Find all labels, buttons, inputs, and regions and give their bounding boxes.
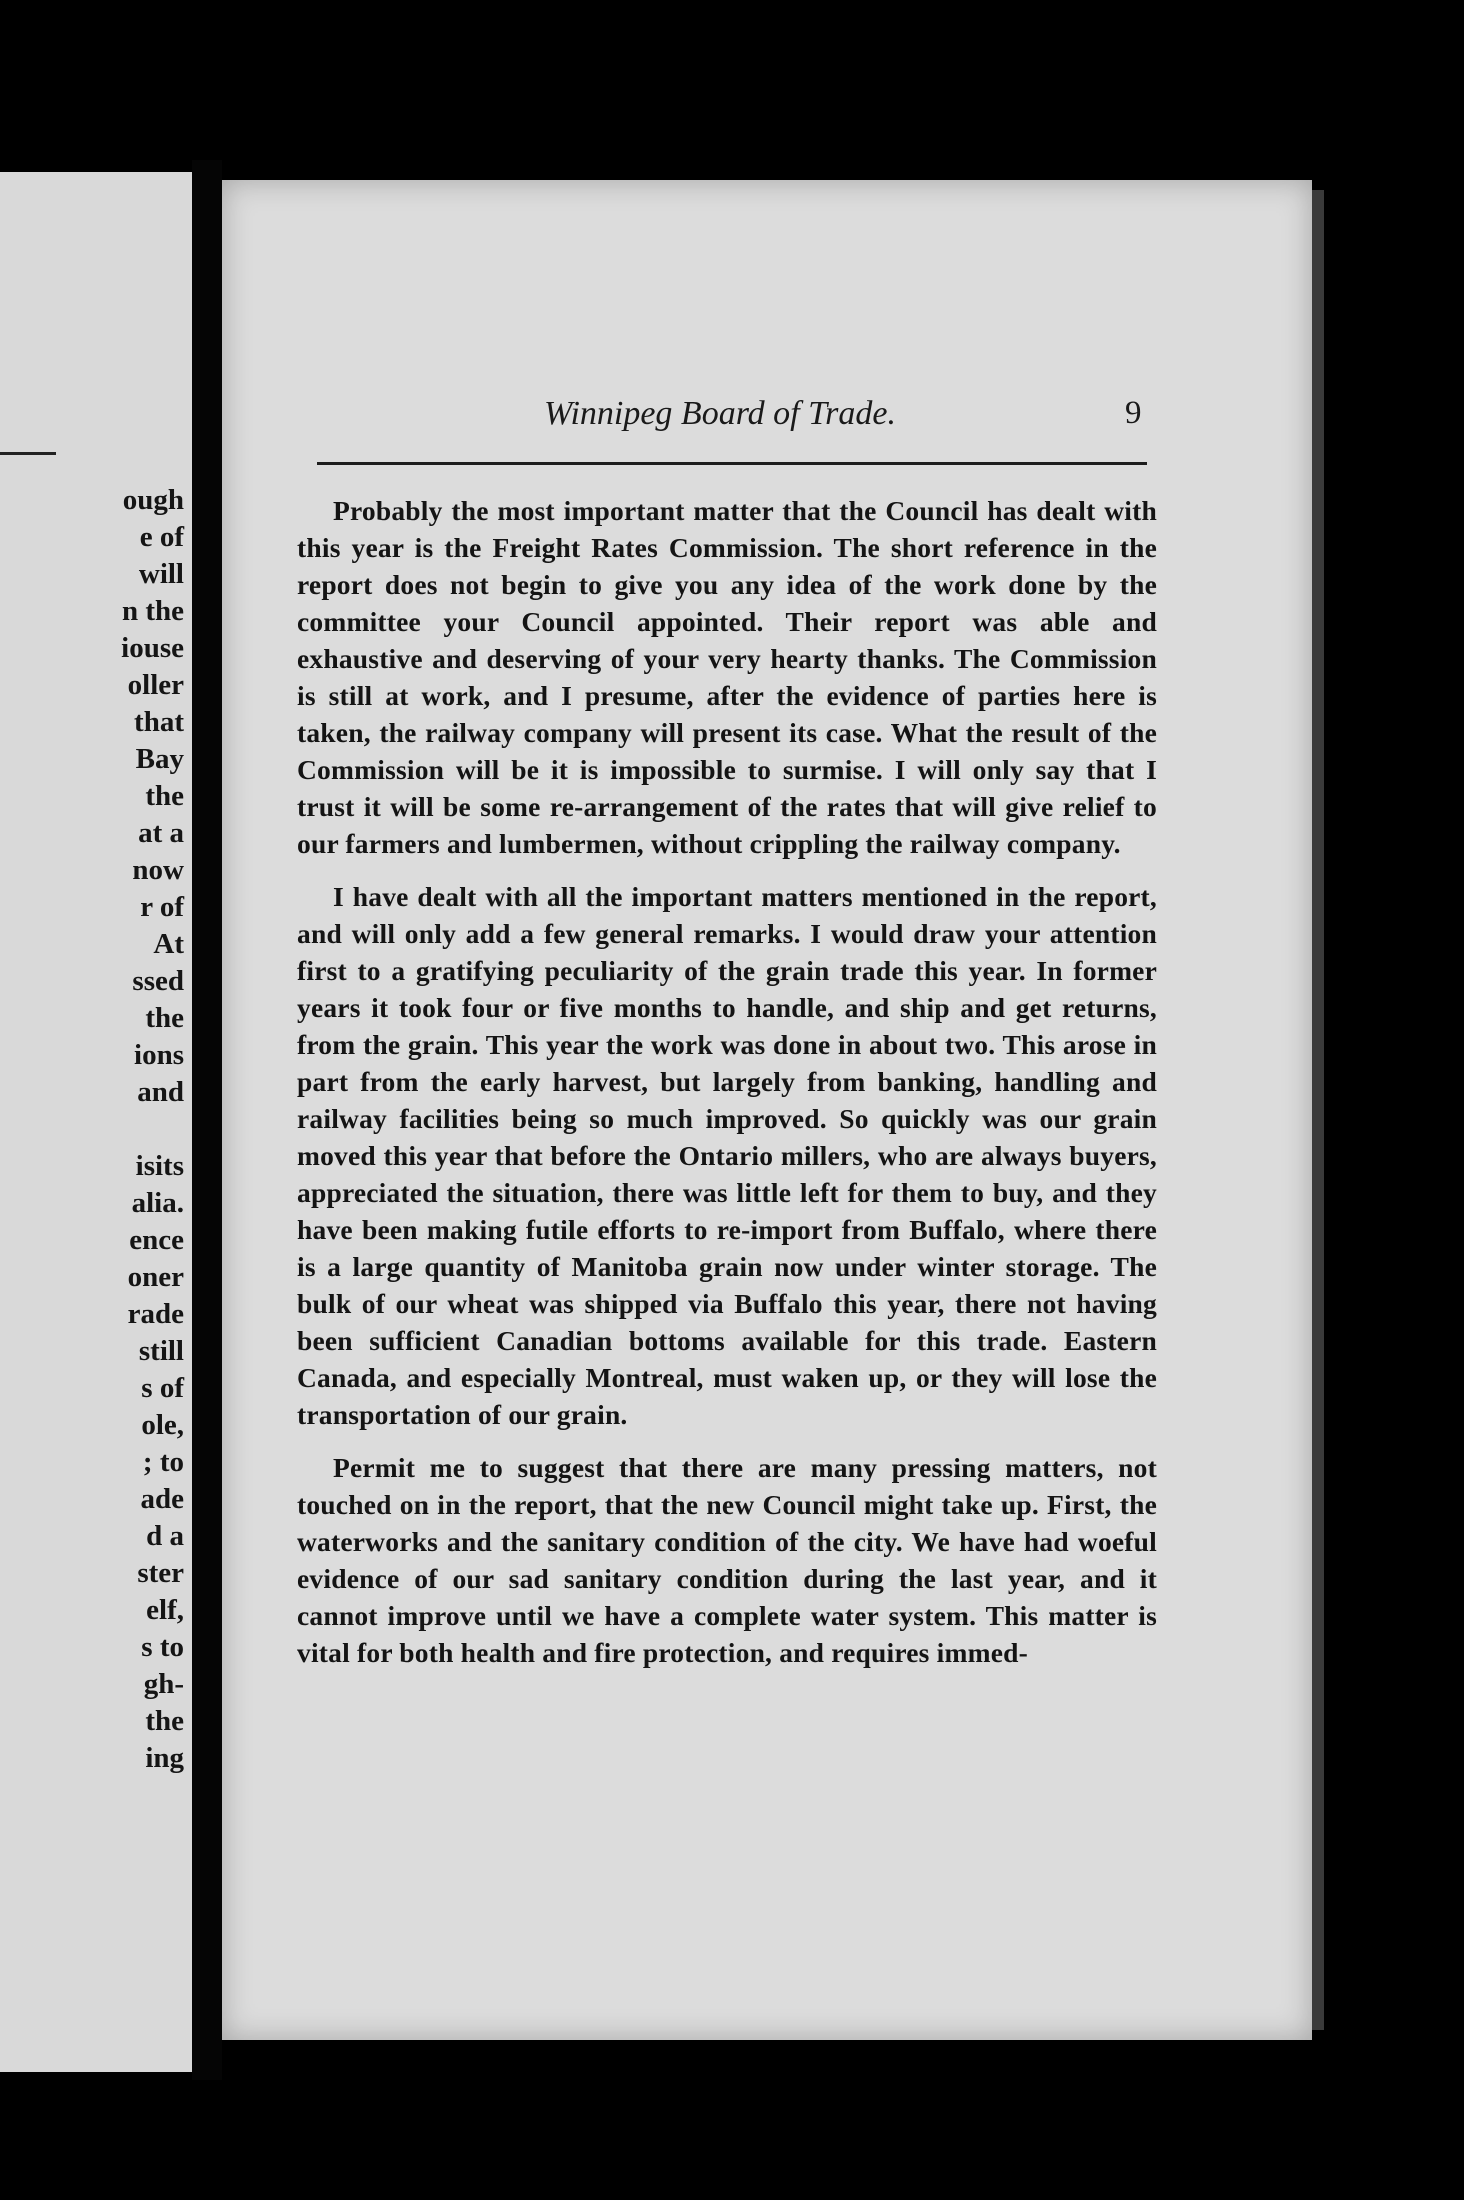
left-page-line: oller — [127, 669, 184, 701]
left-page-line: ade — [140, 1483, 184, 1515]
left-page-line: the — [145, 1002, 184, 1034]
left-page-line: oner — [127, 1261, 184, 1293]
left-page-fragment — [0, 172, 192, 2072]
left-page-line: elf, — [146, 1594, 184, 1626]
left-page-line: r of — [140, 891, 184, 923]
left-page-line: now — [132, 854, 184, 886]
left-page-line: e of — [139, 521, 184, 553]
left-page-line: rade — [127, 1298, 184, 1330]
left-page-line: iouse — [121, 632, 184, 664]
left-page-line: At — [153, 928, 184, 960]
left-page-line: ; to — [142, 1446, 184, 1478]
left-page-line: ough — [122, 484, 184, 516]
paragraph-grain-trade: I have dealt with all the important matters mentioned in the report, and will only add a few general remarks. I would draw your attention first to a gratifying peculiarity of the grain trade this year. In former years it took four or five months to handle, and ship and get returns, from the grain. This year the work was done in about two. This arose in part from the early harvest, but largely from banking, handling and railway facilities being so much improved. So quickly was our grain moved this year that before the Ontario millers, who are always buyers, appreciated the situation, there was little left for them to buy, and they have been making futile efforts to re-import from Buffalo, where there is a large quantity of Manitoba grain now under winter storage. The bulk of our wheat was shipped via Buffalo this year, there not having been sufficient Canadian bottoms available for this trade. Eastern Canada, and especially Montreal, must waken up, or they will lose the transportation of our grain. — [297, 881, 1157, 1430]
left-page-line: the — [145, 1705, 184, 1737]
left-page-rule — [0, 452, 56, 455]
left-page-line: ster — [137, 1557, 184, 1589]
paragraph-pressing-matters: Permit me to suggest that there are many pressing matters, not touched on in the report, that the new Council might take up. First, the waterworks and the sanitary condition of the city. We have had woeful evidence of our sad sanitary condition during the last year, and it cannot improve until we have a complete water system. This matter is vital for both health and fire protection, and requires immed- — [297, 1452, 1157, 1668]
header-rule — [317, 462, 1147, 465]
left-page-line: the — [145, 780, 184, 812]
left-page-line: n the — [121, 595, 184, 627]
left-page-line: and — [137, 1076, 184, 1108]
left-page-line: will — [138, 558, 184, 590]
left-page-line: alia. — [131, 1187, 184, 1219]
running-title: Winnipeg Board of Trade. — [544, 395, 896, 432]
left-page-line: ence — [129, 1224, 184, 1256]
left-page-line: ssed — [132, 965, 184, 997]
left-page-line: ions — [134, 1039, 184, 1071]
running-head — [222, 395, 1312, 455]
page-number: 9 — [1125, 395, 1142, 431]
left-page-line: ole, — [141, 1409, 184, 1441]
right-page — [222, 180, 1312, 2040]
left-page-line: Bay — [135, 743, 184, 775]
left-page-line: gh- — [143, 1668, 184, 1700]
page-edge — [1312, 190, 1324, 2030]
left-page-line: s to — [141, 1631, 184, 1663]
left-page-line: s of — [141, 1372, 184, 1404]
left-page-line: d a — [146, 1520, 184, 1552]
left-page-line: that — [134, 706, 184, 738]
body-text — [297, 492, 1157, 1687]
paragraph-freight-rates: Probably the most important matter that the Council has dealt with this year is the Freight Rates Commission. The short reference in the report does not begin to give you any idea of the work done by the committee your Council appointed. Their report was able and exhaustive and deserving of your very hearty thanks. The Commission is still at work, and I presume, after the evidence of parties here is taken, the railway company will present its case. What the result of the Commission will be it is impossible to surmise. I will only say that I trust it will be some re-arrangement of the rates that will give relief to our farmers and lumbermen, without crippling the railway company. — [297, 495, 1157, 859]
book-gutter — [192, 160, 222, 2080]
left-page-line: at a — [138, 817, 184, 849]
left-page-line: still — [138, 1335, 184, 1367]
left-page-line: ing — [145, 1742, 184, 1774]
left-page-line: isits — [135, 1150, 184, 1182]
